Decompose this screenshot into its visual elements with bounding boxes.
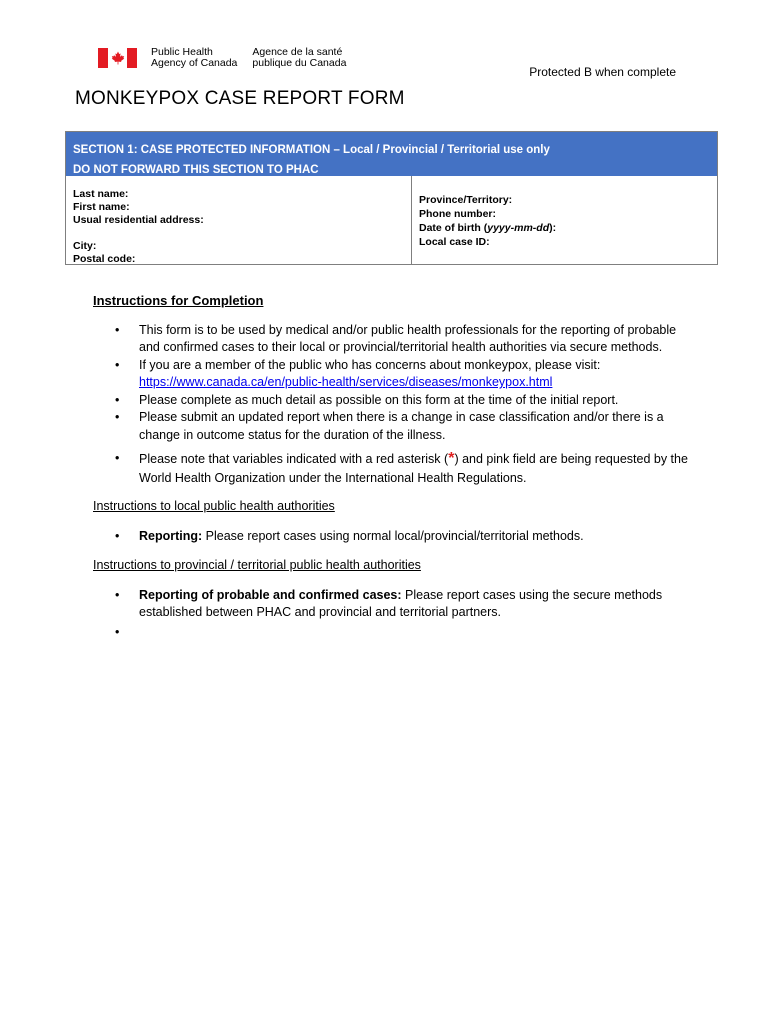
instructions-heading: Instructions for Completion xyxy=(93,293,264,308)
city-field[interactable]: City: xyxy=(73,240,97,252)
canada-flag-icon xyxy=(98,48,137,68)
section1-warning: DO NOT FORWARD THIS SECTION TO PHAC xyxy=(73,164,319,176)
section1-header xyxy=(66,132,717,176)
protected-label: Protected B when complete xyxy=(529,65,676,79)
phone-field[interactable]: Phone number: xyxy=(419,208,497,220)
dob-field[interactable]: Date of birth (yyyy-mm-dd): xyxy=(419,222,557,234)
gov-logo xyxy=(98,47,346,69)
list-item: • Please submit an updated report when there is a change in case classification and/or there is a change in outcome status for the duration of the illness. xyxy=(115,410,664,442)
last-name-field[interactable]: Last name: xyxy=(73,188,129,200)
local-case-id-field[interactable]: Local case ID: xyxy=(419,236,490,248)
instructions-list xyxy=(93,322,693,489)
section1-table xyxy=(65,131,718,265)
form-title: MONKEYPOX CASE REPORT FORM xyxy=(75,88,405,109)
pt-heading: Instructions to provincial / territorial public health authorities xyxy=(93,558,421,572)
maple-leaf-icon xyxy=(111,51,125,65)
list-item: • xyxy=(115,624,120,639)
list-item: • If you are a member of the public who has concerns about monkeypox, please visit: https://www.canada.ca/en/public-health/services/diseases/monkeypox.html xyxy=(115,357,601,389)
local-heading: Instructions to local public health authorities xyxy=(93,499,335,513)
list-item: • Please note that variables indicated with a red asterisk (*) and pink field are being requested by the World Health Organization under the International Health Regulations. xyxy=(115,450,688,485)
instructions xyxy=(93,292,693,641)
postal-code-field[interactable]: Postal code: xyxy=(73,253,136,265)
list-item: • This form is to be used by medical and/or public health professionals for the reporting of probable and confirmed cases to their local or provincial/territorial health authorities via secure methods. xyxy=(115,322,677,354)
province-field[interactable]: Province/Territory: xyxy=(419,194,513,206)
section1-heading: SECTION 1: CASE PROTECTED INFORMATION – Local / Provincial / Territorial use only xyxy=(73,144,550,156)
list-item: • Reporting: Please report cases using normal local/provincial/territorial methods. xyxy=(115,528,584,543)
monkeypox-link[interactable]: https://www.canada.ca/en/public-health/services/diseases/monkeypox.html xyxy=(139,375,553,389)
address-field[interactable]: Usual residential address: xyxy=(73,214,204,226)
section1-left-fields xyxy=(66,176,412,264)
section1-right-fields xyxy=(412,176,717,264)
red-asterisk: * xyxy=(448,450,455,467)
list-item: • Reporting of probable and confirmed cases: Please report cases using the secure methods established between PHAC and provincial and territorial partners. xyxy=(115,587,663,619)
agency-name-en: Public Health Agency of Canada xyxy=(151,46,238,69)
agency-name-fr: Agence de la santé publique du Canada xyxy=(252,46,347,69)
list-item: • Please complete as much detail as possible on this form at the time of the initial report. xyxy=(115,392,619,407)
first-name-field[interactable]: First name: xyxy=(73,201,130,213)
